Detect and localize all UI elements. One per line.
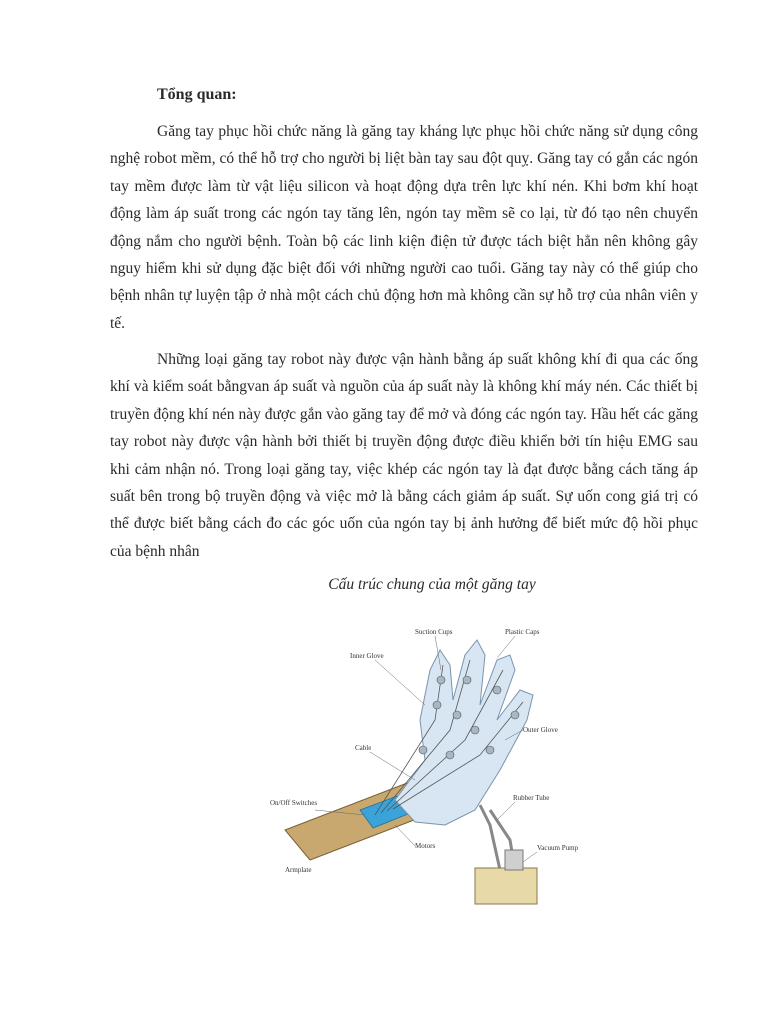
label-motors: Motors [415,842,436,850]
label-armplate: Armplate [285,866,312,874]
label-vacuum-pump: Vacuum Pump [537,844,579,852]
figure-caption: Cấu trúc chung của một găng tay [328,576,536,593]
glove-structure-figure [265,610,579,910]
label-inner-glove: Inner Glove [350,652,384,660]
label-rubber-tube: Rubber Tube [513,794,550,802]
vacuum-pump-shape [475,868,537,904]
label-plastic-caps: Plastic Caps [505,628,540,636]
paragraph-operation: Những loại găng tay robot này được vận hành bằng áp suất không khí đi qua các ống khí và kiểm soát bằngvan áp suất và nguồn của áp suất này là không khí máy nén. Các thiết bị truyền động khí nén này được gắn vào găng tay để mở và đóng các ngón tay. Hầu hết các găng tay robot này được vận hành bởi thiết bị truyền động được điều khiển bởi tín hiệu EMG sau khi cảm nhận nó. Trong loại găng tay, việc khép các ngón tay là đạt được bằng cách tăng áp suất bên trong bộ truyền động và việc mở là bằng cách giảm áp suất. Sự uốn cong giá trị có thể được biết bằng cách đo các góc uốn của ngón tay bị ảnh hưởng để biết mức độ hồi phục của bệnh nhân [110,351,698,560]
label-on-off-switches: On/Off Switches [270,799,318,807]
paragraph-overview: Găng tay phục hồi chức năng là găng tay kháng lực phục hồi chức năng sử dụng công nghệ robot mềm, có thể hỗ trợ cho người bị liệt bàn tay sau đột quỵ. Găng tay có gắn các ngón tay mềm được làm từ vật liệu silicon và hoạt động dựa trên lực khí nén. Khi bơm khí hoạt động làm áp suất trong các ngón tay tăng lên, ngón tay mềm sẽ co lại, từ đó tạo nên chuyển động nắm cho người bệnh. Toàn bộ các linh kiện điện tử được tách biệt hẳn nên không gây nguy hiểm khi sử dụng đặc biệt đối với những người cao tuổi. Găng tay này có thể giúp cho bệnh nhân tự luyện tập ở nhà một cách chủ động hơn mà không cần sự hỗ trợ của nhân viên y tế. [110,123,698,332]
glove-diagram [265,610,579,910]
pump-cylinder [505,850,523,870]
label-cable: Cable [355,744,372,752]
label-outer-glove: Outer Glove [523,726,558,734]
section-heading: Tổng quan: [157,86,237,103]
label-suction-cups: Suction Cups [415,628,453,636]
